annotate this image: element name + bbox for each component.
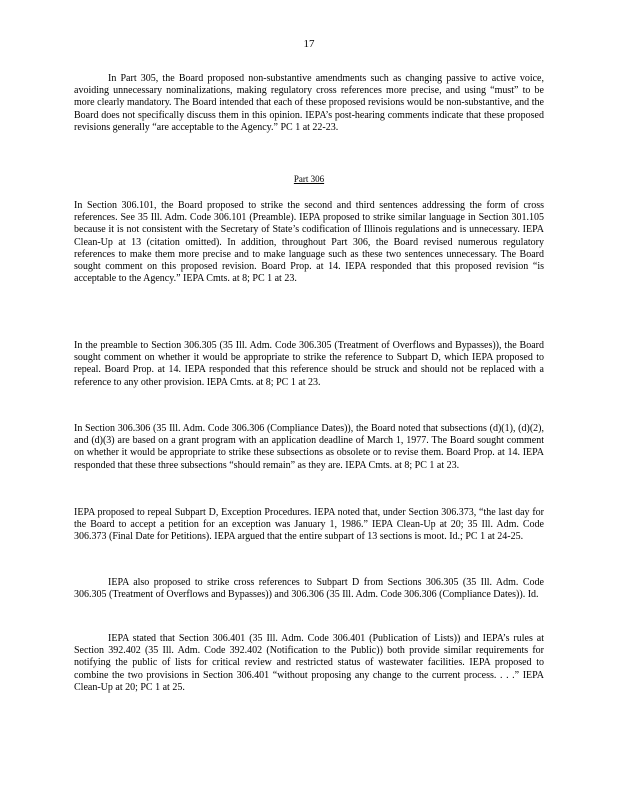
- paragraph-306-101: In Section 306.101, the Board proposed to strike the second and third sentences addressing the form of cross references. See 35 Ill. Adm. Code 306.101 (Preamble). IEPA proposed to strike similar language in Section 301.105 because it is not consistent with the Secretary of State’s codification of Illinois regulations and is unnecessary. IEPA Clean-Up at 13 (citation omitted). In addition, throughout Part 306, the Board revised numerous regulatory references to make them more precise and to make language such as these two sentences unnecessary. The Board sought comment on this proposed revision. Board Prop. at 14. IEPA responded that this proposed revision “is acceptable to the Agency.” IEPA Cmts. at 8; PC 1 at 23.: [74, 200, 544, 285]
- paragraph-306-401: IEPA stated that Section 306.401 (35 Ill. Adm. Code 306.401 (Publication of Lists)) and IEPA’s rules at Section 392.402 (35 Ill. Adm. Code 392.402 (Notification to the Public)) both provide similar requirements for notifying the public of lists for critical review and restricted status of wastewater facilities. IEPA proposed to combine the two provisions in Section 306.401 “without proposing any change to the current process. . . .” IEPA Clean-Up at 20; PC 1 at 25.: [74, 633, 544, 693]
- paragraph-part-305: In Part 305, the Board proposed non-substantive amendments such as changing passive to active voice, avoiding unnecessary nominalizations, making regulatory cross references more precise, and using “must” to be more clearly mandatory. The Board intended that each of these proposed revisions would be non-substantive, and the Board does not specifically discuss them in this opinion. IEPA’s post-hearing comments indicate that these proposed revisions generally “are acceptable to the Agency.” PC 1 at 22-23.: [74, 73, 544, 133]
- paragraph-cross-references: IEPA also proposed to strike cross references to Subpart D from Sections 306.305 (35 Ill. Adm. Code 306.305 (Treatment of Overflows and Bypasses)) and 306.306 (35 Ill. Adm. Code 306.306 (Compliance Dates)). Id.: [74, 577, 544, 601]
- section-heading: Part 306: [293, 174, 325, 184]
- paragraph-306-306: In Section 306.306 (35 Ill. Adm. Code 306.306 (Compliance Dates)), the Board noted that subsections (d)(1), (d)(2), and (d)(3) are based on a grant program with an application deadline of March 1, 1977. The Board sought comment on whether it would be appropriate to strike these subsections as obsolete or to revise them. Board Prop. at 14. IEPA responded that these three subsections “should remain” as they are. IEPA Cmts. at 8; PC 1 at 23.: [74, 423, 544, 471]
- paragraph-subpart-d: IEPA proposed to repeal Subpart D, Exception Procedures. IEPA noted that, under Section 306.373, “the last day for the Board to accept a petition for an exception was January 1, 1986.” IEPA Clean-Up at 20; 35 Ill. Adm. Code 306.373 (Final Date for Petitions). IEPA argued that the entire subpart of 13 sections is moot. Id.; PC 1 at 24-25.: [74, 507, 544, 543]
- page-number: 17: [303, 38, 315, 50]
- paragraph-306-305: In the preamble to Section 306.305 (35 Ill. Adm. Code 306.305 (Treatment of Overflows and Bypasses)), the Board sought comment on whether it would be appropriate to strike the reference to Subpart D, which IEPA proposed to repeal. Board Prop. at 14. IEPA responded that this reference should be struck and should not be replaced with a reference to any other provision. IEPA Cmts. at 8; PC 1 at 23.: [74, 340, 544, 388]
